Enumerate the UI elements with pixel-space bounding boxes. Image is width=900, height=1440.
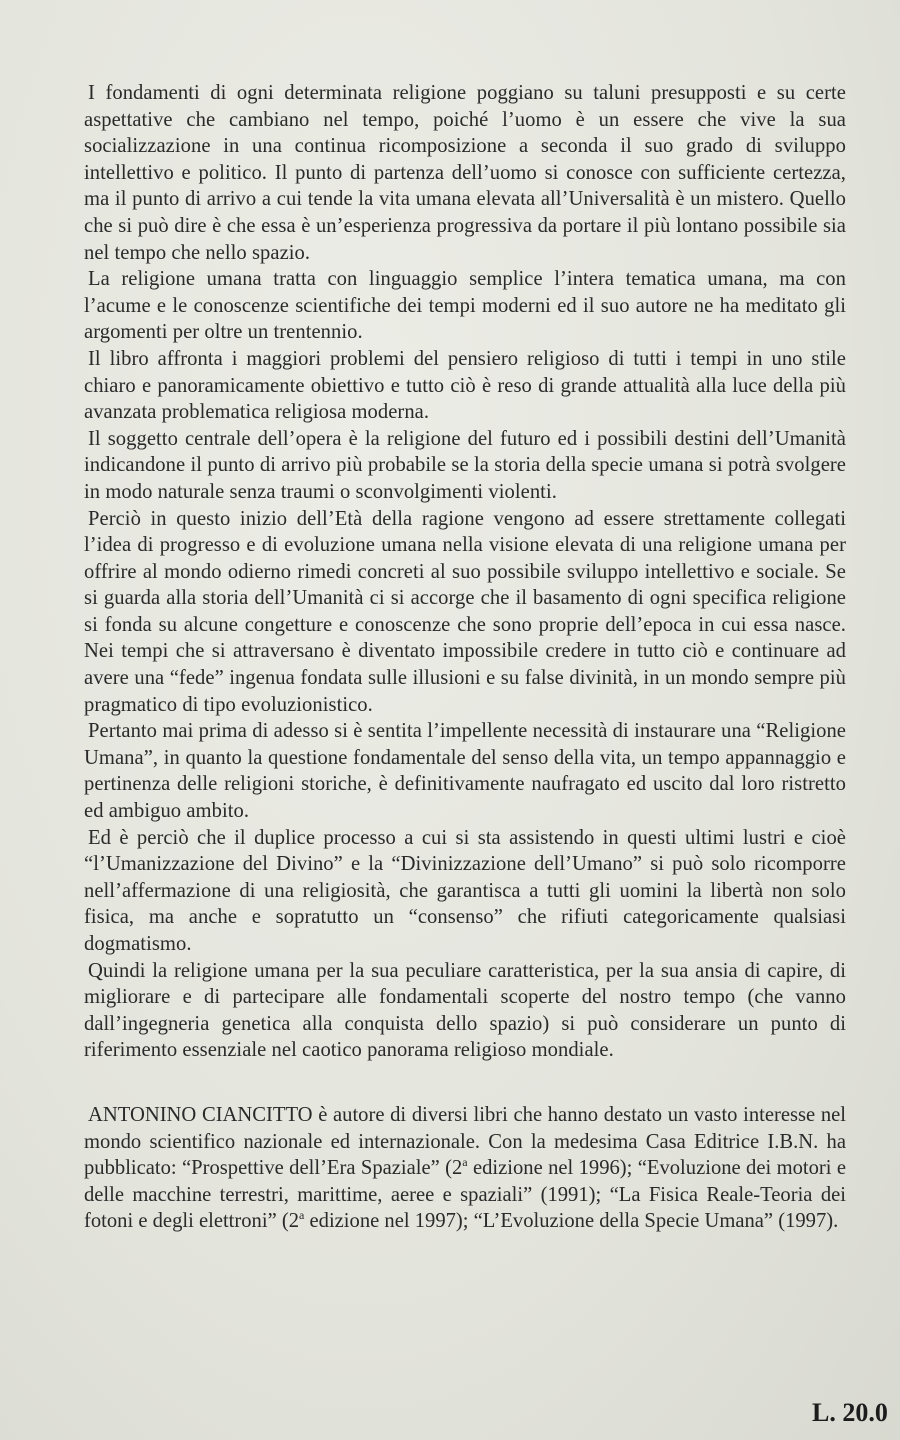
- price-label: L. 20.0: [812, 1398, 888, 1427]
- paragraph-3: Il libro affronta i maggiori problemi del pensiero religioso di tutti i tempi in uno stile chiaro e panoramicamente obiettivo e tutto ciò è reso di grande attualità alla luce della più avanzata problematica religiosa moderna.: [84, 347, 846, 424]
- paragraph-6: Pertanto mai prima di adesso si è sentita l’impellente necessità di instaurare una “Religione Umana”, in quanto la questione fondamentale del senso della vita, un tempo appannaggio e pertinenza delle religioni storiche, è definitivamente naufragato ed uscito dal loro ristretto ed ambiguo ambito.: [84, 720, 846, 823]
- author-bio-part-1: ANTONINO CIANCITTO è autore di diversi libri che hanno destato un vasto interesse nel mondo scientifico nazionale ed internazionale. Con la medesima Casa Editrice I.B.N. ha pubblicato: “Prospettive dell’Era Spaziale” (2: [84, 1103, 846, 1180]
- back-cover-text: [84, 80, 846, 1256]
- paragraph-8: Quindi la religione umana per la sua peculiare caratteristica, per la sua ansia di capire, di migliorare e di partecipare alle fondamentali scoperte del nostro tempo (che vanno dall’ingegneria genetica alla conquista dello spazio) si può considerare un punto di riferimento essenziale nel caotico panorama religioso mondiale.: [84, 959, 846, 1062]
- author-bio-part-2: edizione nel 1996); “Evoluzione dei motori e delle macchine terrestri, marittime, aeree e spaziali” (1991); “La Fisica Reale-Teoria dei fotoni e degli elettroni” (2: [84, 1157, 846, 1233]
- author-bio-part-3: edizione nel 1997); “L’Evoluzione della Specie Umana” (1997).: [304, 1210, 839, 1233]
- paragraph-4: Il soggetto centrale dell’opera è la religione del futuro ed i possibili destini dell’Umanità indicandone il punto di arrivo più probabile se la storia della specie umana si potrà svolgere in modo naturale senza traumi o sconvolgimenti violenti.: [84, 427, 846, 503]
- paragraph-2: La religione umana tratta con linguaggio semplice l’intera tematica umana, ma con l’acume e le conoscenze scientifiche dei tempi moderni ed il suo autore ne ha meditato gli argomenti per oltre un trentennio.: [84, 268, 846, 344]
- edition-superscript-2: a: [299, 1208, 305, 1223]
- edition-superscript-1: a: [462, 1155, 468, 1170]
- paragraph-1: I fondamenti di ogni determinata religione poggiano su taluni presupposti e su certe aspettative che cambiano nel tempo, poiché l’uomo è un essere che vive la sua socializzazione in una continua ricomposizione a seconda il suo grado di sviluppo intellettivo e politico. Il punto di partenza dell’uomo si conosce con sufficiente certezza, ma il punto di arrivo a cui tende la vita umana elevata all’Universalità è un mistero. Quello che si può dire è che essa è un’esperienza progressiva da portare il più lontano possibile sia nel tempo che nello spazio.: [84, 82, 846, 264]
- paragraph-5: Perciò in questo inizio dell’Età della ragione vengono ad essere strettamente collegati l’idea di progresso e di evoluzione umana nella visione elevata di una religione umana per offrire al mondo odierno rimedi concreti al suo possibile sviluppo intellettivo e sociale. Se si guarda alla storia dell’Umanità ci si accorge che il basamento di ogni specifica religione si fonda su alcune congetture e conoscenze che sono proprie dell’epoca in cui essa nasce. Nei tempi che si attraversano è diventato impossibile credere in tutto ciò e continuare ad avere una “fede” ingenua fondata sulle illusioni e su false divinità, in un mondo sempre più pragmatico di tipo evoluzionistico.: [84, 507, 846, 716]
- author-bio: [84, 1102, 846, 1235]
- paragraph-7: Ed è perciò che il duplice processo a cui si sta assistendo in questi ultimi lustri e cioè “l’Umanizzazione del Divino” e la “Divinizzazione dell’Umano” si può solo ricomporre nell’affermazione di una religiosità, che garantisca a tutti gli uomini la libertà non solo fisica, ma anche e sopratutto un “consenso” che rifiuti categoricamente qualsiasi dogmatismo.: [84, 826, 846, 955]
